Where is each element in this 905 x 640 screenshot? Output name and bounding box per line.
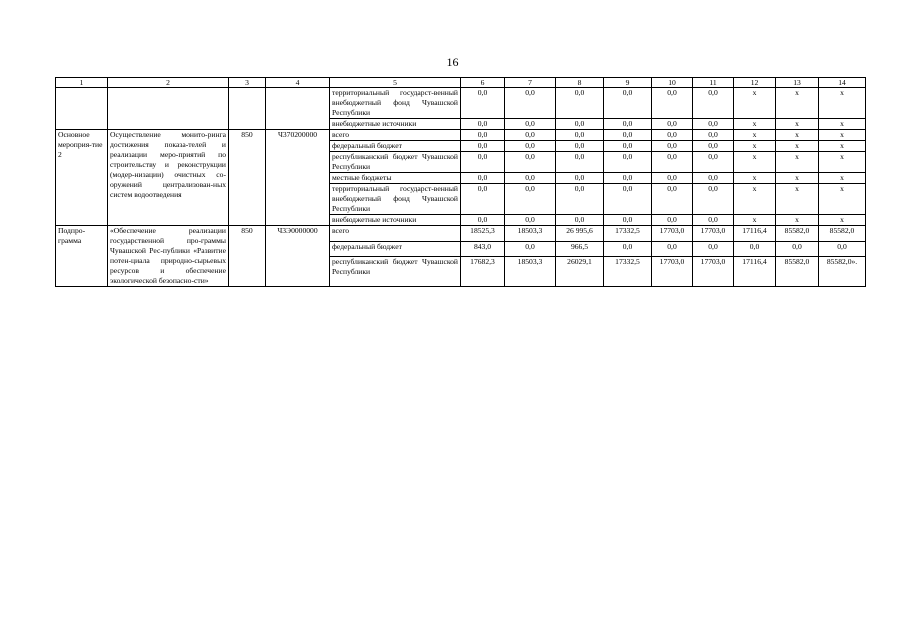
status-cell: Подпро-грамма [56,226,108,287]
amount-cell: 0,0 [505,88,556,119]
amount-cell: x [776,130,819,141]
amount-cell: x [819,130,866,141]
amount-cell: x [819,173,866,184]
funding-source-cell: всего [330,130,461,141]
amount-cell: 966,5 [556,241,604,257]
table-row [56,88,866,119]
table-row [56,130,866,141]
funding-source-cell: территориальный государст-венный внебюджетный фонд Чувашской Республики [330,88,461,119]
amount-cell: 17116,4 [734,257,776,287]
amount-cell: 0,0 [819,241,866,257]
amount-cell: x [776,88,819,119]
amount-cell: 0,0 [604,173,652,184]
amount-cell: x [734,173,776,184]
amount-cell: 0,0 [505,152,556,173]
amount-cell: 0,0 [604,119,652,130]
amount-cell: 0,0 [652,215,693,226]
amount-cell: 17332,5 [604,257,652,287]
amount-cell: x [819,88,866,119]
column-number-header: 3 [229,78,266,88]
amount-cell: 0,0 [556,184,604,215]
amount-cell: 0,0 [556,215,604,226]
status-cell [56,88,108,130]
amount-cell: x [734,88,776,119]
funding-source-cell: федеральный бюджет [330,241,461,257]
amount-cell: 0,0 [693,130,734,141]
amount-cell: x [776,152,819,173]
funding-source-cell: внебюджетные источники [330,119,461,130]
column-number-header: 14 [819,78,866,88]
amount-cell: x [776,173,819,184]
amount-cell: x [734,141,776,152]
amount-cell: 0,0 [604,88,652,119]
amount-cell: 0,0 [556,119,604,130]
page-number: 16 [446,55,459,69]
amount-cell: 0,0 [652,184,693,215]
amount-cell: x [776,141,819,152]
column-number-header: 8 [556,78,604,88]
status-cell: Основное мероприя-тие 2 [56,130,108,226]
amount-cell: 0,0 [461,119,505,130]
column-number-header: 4 [266,78,330,88]
amount-cell: 17703,0 [693,257,734,287]
amount-cell: 0,0 [693,152,734,173]
column-number-header: 9 [604,78,652,88]
amount-cell: 0,0 [652,88,693,119]
amount-cell: 17332,5 [604,226,652,242]
amount-cell: x [819,119,866,130]
column-number-header: 2 [108,78,229,88]
amount-cell: 0,0 [556,88,604,119]
amount-cell: 85582,0 [819,226,866,242]
amount-cell: 26029,1 [556,257,604,287]
funding-source-cell: республиканский бюджет Чувашской Республики [330,257,461,287]
amount-cell: 0,0 [556,141,604,152]
amount-cell: 18503,3 [505,257,556,287]
amount-cell: 18503,3 [505,226,556,242]
budget-table [55,77,866,287]
amount-cell: 0,0 [505,130,556,141]
amount-cell: x [734,215,776,226]
amount-cell: 0,0 [461,215,505,226]
amount-cell: x [734,130,776,141]
amount-cell: 0,0 [693,141,734,152]
amount-cell: 843,0 [461,241,505,257]
column-number-header: 12 [734,78,776,88]
amount-cell: 18525,3 [461,226,505,242]
amount-cell: 0,0 [652,241,693,257]
amount-cell: x [819,152,866,173]
amount-cell: 0,0 [505,184,556,215]
amount-cell: x [819,184,866,215]
amount-cell: 0,0 [734,241,776,257]
amount-cell: 85582,0 [776,226,819,242]
column-number-header: 13 [776,78,819,88]
amount-cell: x [734,184,776,215]
amount-cell: 0,0 [693,173,734,184]
amount-cell: 17703,0 [652,226,693,242]
funding-source-cell: местные бюджеты [330,173,461,184]
amount-cell: 0,0 [604,152,652,173]
amount-cell: 0,0 [652,119,693,130]
table-row [56,226,866,242]
amount-cell: x [734,152,776,173]
amount-cell: 17703,0 [652,257,693,287]
amount-cell: 0,0 [505,173,556,184]
amount-cell: 0,0 [604,184,652,215]
amount-cell: 0,0 [693,88,734,119]
amount-cell: 0,0 [556,152,604,173]
column-number-header: 5 [330,78,461,88]
amount-cell: x [819,141,866,152]
column-number-header: 7 [505,78,556,88]
responsible-code-cell: 850 [229,226,266,287]
column-number-header: 6 [461,78,505,88]
amount-cell: 0,0 [604,130,652,141]
amount-cell: 0,0 [505,141,556,152]
amount-cell: 17682,3 [461,257,505,287]
amount-cell: 0,0 [604,141,652,152]
column-number-header: 11 [693,78,734,88]
table-header-row [56,78,866,88]
amount-cell: 0,0 [652,173,693,184]
amount-cell: x [776,215,819,226]
amount-cell: 85582,0». [819,257,866,287]
amount-cell: 0,0 [461,88,505,119]
budget-code-cell: Ч3Э0000000 [266,226,330,287]
amount-cell: 0,0 [505,215,556,226]
amount-cell: 0,0 [461,173,505,184]
amount-cell: 26 995,6 [556,226,604,242]
amount-cell: x [819,215,866,226]
responsible-code-cell: 850 [229,130,266,226]
amount-cell: 0,0 [693,215,734,226]
funding-source-cell: территориальный государст-венный внебюджетный фонд Чувашской Республики [330,184,461,215]
amount-cell: 0,0 [652,152,693,173]
amount-cell: x [734,119,776,130]
amount-cell: 85582,0 [776,257,819,287]
amount-cell: 0,0 [505,119,556,130]
amount-cell: 0,0 [461,184,505,215]
responsible-code-cell [229,88,266,130]
amount-cell: 17116,4 [734,226,776,242]
funding-source-cell: всего [330,226,461,242]
amount-cell: 0,0 [461,141,505,152]
amount-cell: 0,0 [652,141,693,152]
amount-cell: x [776,119,819,130]
amount-cell: 0,0 [693,119,734,130]
amount-cell: 0,0 [776,241,819,257]
amount-cell: 0,0 [604,215,652,226]
amount-cell: x [776,184,819,215]
funding-source-cell: внебюджетные источники [330,215,461,226]
column-number-header: 10 [652,78,693,88]
budget-code-cell [266,88,330,130]
amount-cell: 0,0 [505,241,556,257]
funding-source-cell: федеральный бюджет [330,141,461,152]
program-name-cell: Осуществление монито-ринга достижения показа-телей и реализации меро-приятий по строительству и реконструкции (модер-низации) очистных со-оружений централизован-ных систем водоотведения [108,130,229,226]
program-name-cell [108,88,229,130]
program-name-cell: «Обеспечение реализации государственной про-граммы Чувашской Рес-публики «Развитие потен-циала природно-сырьевых ресурсов и обеспечение экологической безопасно-сти» [108,226,229,287]
amount-cell: 0,0 [604,241,652,257]
column-number-header: 1 [56,78,108,88]
amount-cell: 0,0 [556,173,604,184]
funding-source-cell: республиканский бюджет Чувашской Республики [330,152,461,173]
budget-code-cell: Ч370200000 [266,130,330,226]
amount-cell: 0,0 [556,130,604,141]
amount-cell: 0,0 [693,184,734,215]
amount-cell: 0,0 [461,130,505,141]
amount-cell: 0,0 [693,241,734,257]
amount-cell: 0,0 [461,152,505,173]
amount-cell: 17703,0 [693,226,734,242]
amount-cell: 0,0 [652,130,693,141]
